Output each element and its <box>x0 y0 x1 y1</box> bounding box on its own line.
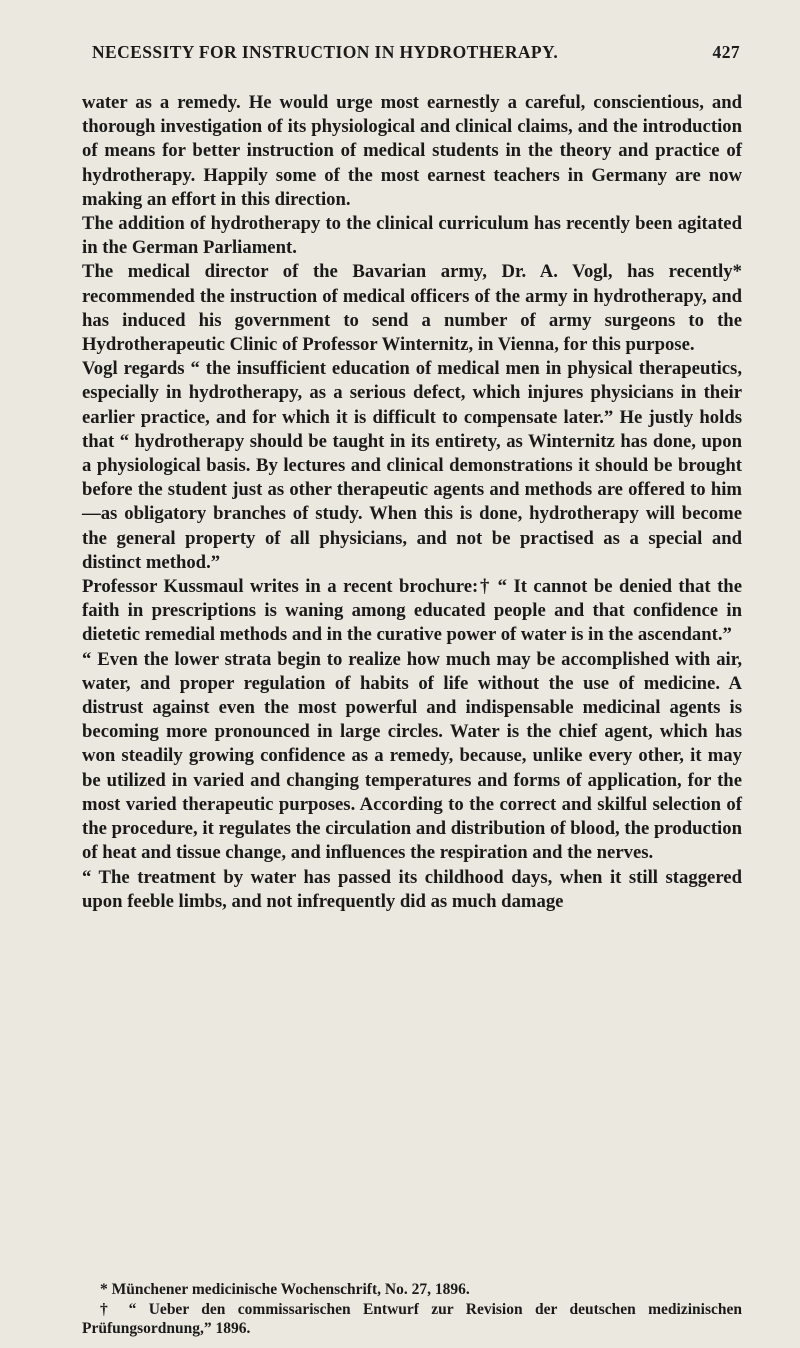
running-head-title: NECESSITY FOR INSTRUCTION IN HYDROTHERAPY. <box>92 42 559 62</box>
running-head <box>92 42 740 76</box>
page-number: 427 <box>712 42 740 62</box>
footnote: * Münchener medicinische Wochenschrift, No. 27, 1896. <box>100 1281 470 1298</box>
footnotes <box>82 1280 742 1339</box>
paragraph: water as a remedy. He would urge most earnestly a careful, conscientious, and thorough investigation of its physiological and clinical claims, and the introduction of means for better instruction of medical students in the theory and practice of hydrotherapy. Happily some of the most earnest teachers in Germany are now making an effort in this direction. <box>82 92 742 210</box>
footnote: † “ Ueber den commissarischen Entwurf zur Revision der deutschen medizinischen Prüfungsordnung,” 1896. <box>82 1300 742 1337</box>
paragraph: “ The treatment by water has passed its childhood days, when it still staggered upon feeble limbs, and not infrequently did as much damage <box>82 866 742 912</box>
body-text <box>82 91 742 914</box>
paragraph: The addition of hydrotherapy to the clinical curriculum has recently been agitated in the German Parliament. <box>82 213 742 259</box>
paragraph: The medical director of the Bavarian army, Dr. A. Vogl, has recently* recommended the instruction of medical officers of the army in hydrotherapy, and has induced his government to send a number of army surgeons to the Hydrotherapeutic Clinic of Professor Winternitz, in Vienna, for this purpose. <box>82 261 742 356</box>
paragraph: “ Even the lower strata begin to realize how much may be accomplished with air, water, and proper regulation of habits of life without the use of medicine. A distrust against even the most powerful and indispensable medicinal agents is becoming more pronounced in large circles. Water is the chief agent, which has won steadily growing confidence as a remedy, because, unlike every other, it may be utilized in varied and changing temperatures and forms of application, for the most varied therapeutic purposes. According to the correct and skilful selection of the procedure, it regulates the circulation and distribution of blood, the production of heat and tissue change, and influences the respiration and the nerves. <box>82 648 742 864</box>
paragraph: Vogl regards “ the insufficient education of medical men in physical therapeutics, especially in hydrotherapy, as a serious defect, which injures physicians in their earlier practice, and for which it is difficult to compensate later.” He justly holds that “ hydrotherapy should be taught in its entirety, as Winternitz has done, upon a physiological basis. By lectures and clinical demonstrations it should be brought before the student just as other therapeutic agents and methods are offered to him—as obligatory branches of study. When this is done, hydrotherapy will become the general property of all physicians, and not be practised as a special and distinct method.” <box>82 358 742 573</box>
paragraph: Professor Kussmaul writes in a recent brochure:† “ It cannot be denied that the faith in prescriptions is waning among educated people and that confidence in dietetic remedial methods and in the curative power of water is in the ascendant.” <box>82 576 742 646</box>
